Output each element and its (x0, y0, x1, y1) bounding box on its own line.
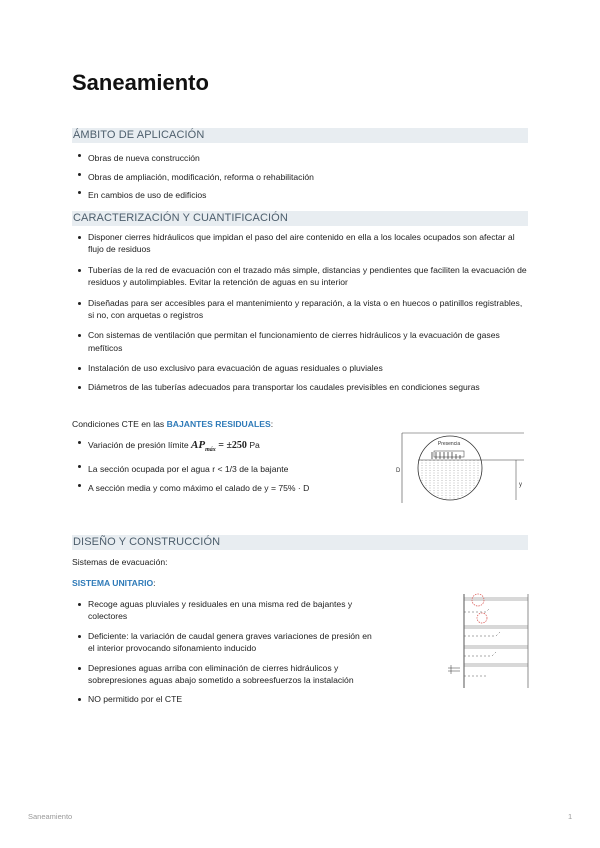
pressure-arrows (432, 452, 460, 459)
list-item: Recoge aguas pluviales y residuales en una misma red de bajantes y colectores (72, 598, 377, 623)
pressure-zone-mark (477, 613, 487, 623)
sistemas-intro: Sistemas de evacuación: (72, 557, 168, 567)
page-title: Saneamiento (72, 70, 209, 95)
section-header-ambito: ÁMBITO DE APLICACIÓN (72, 128, 528, 143)
bajante-section-diagram (388, 430, 530, 510)
ambito-list (72, 149, 528, 205)
list-item: Instalación de uso exclusivo para evacuación de aguas residuales o pluviales (72, 362, 528, 374)
list-item: Depresiones aguas arriba con eliminación de cierres hidráulicos y sobrepresiones aguas abajo sometido a sobreesfuerzos la instalación (72, 662, 377, 687)
pressure-formula: $AP_{máx}$ (191, 439, 216, 454)
diagram-label-right: y (519, 482, 522, 488)
diagram-label-top: Presencia (437, 441, 461, 447)
sistema-unitario-list (72, 598, 377, 706)
diagram-label-left: D (396, 468, 401, 474)
conditions-intro: Condiciones CTE en las BAJANTES RESIDUALES: (72, 419, 274, 429)
list-item: Diseñadas para ser accesibles para el mantenimiento y reparación, a la vista o en huecos o patinillos registrables, si no, con arquetas o registros (72, 297, 528, 322)
footer-title: Saneamiento (28, 812, 73, 821)
list-item: Tuberías de la red de evacuación con el trazado más simple, distancias y pendientes que faciliten la evacuación de residuos y autolimpiables. Evitar la retención de aguas en su interior (72, 264, 528, 289)
list-item: Variación de presión límite $AP_{máx} = \pm 250$ Pa (72, 436, 372, 460)
list-item: Disponer cierres hidráulicos que impidan el paso del aire contenido en ella a los locales ocupados son afectar al flujo de residuos (72, 231, 528, 256)
section-header-caracterizacion: CARACTERIZACIÓN Y CUANTIFICACIÓN (72, 211, 528, 226)
section-header-diseno: DISEÑO Y CONSTRUCCIÓN (72, 535, 528, 550)
list-item: Obras de nueva construcción (72, 149, 528, 168)
sistema-unitario-diagram (446, 590, 530, 690)
pressure-box (434, 451, 464, 457)
list-item: La sección ocupada por el agua r < 1/3 de la bajante (72, 460, 372, 479)
list-item: A sección media y como máximo el calado de y = 75% · D (72, 479, 372, 498)
conditions-list (72, 436, 372, 498)
level-marks (448, 665, 460, 674)
list-item: NO permitido por el CTE (72, 693, 377, 705)
bajantes-residuales-link: BAJANTES RESIDUALES (166, 419, 271, 429)
sistema-unitario-heading: SISTEMA UNITARIO: (72, 578, 156, 588)
list-item: En cambios de uso de edificios (72, 186, 528, 205)
caracterizacion-list (72, 231, 528, 393)
list-item: Obras de ampliación, modificación, reforma o rehabilitación (72, 168, 528, 187)
page-number: 1 (568, 812, 573, 821)
list-item: Con sistemas de ventilación que permitan el funcionamiento de cierres hidráulicos y la evacuación de gases mefíticos (72, 329, 528, 354)
water-hatching (422, 460, 478, 502)
list-item: Deficiente: la variación de caudal genera graves variaciones de presión en el interior provocando sifonamiento inducido (72, 630, 377, 655)
list-item: Diámetros de las tuberías adecuados para transportar los caudales previsibles en condiciones seguras (72, 381, 528, 393)
